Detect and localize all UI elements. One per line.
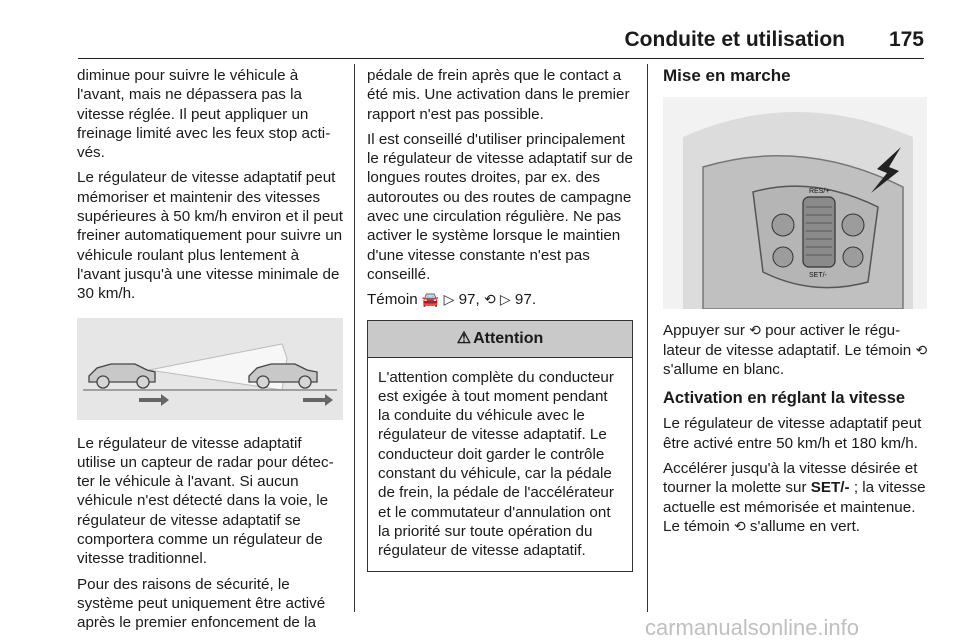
attention-box xyxy=(367,320,633,572)
res-label: RES/+ xyxy=(809,188,830,196)
chapter-title: Conduite et utilisation xyxy=(624,28,845,51)
paragraph: Le régulateur de vitesse adaptatif utilise un capteur de radar pour détecter le véhicule à l'avant. Si aucun véhicule n'est détecté dans la voie, le régulateur de vitesse adaptatif se comportera comme un régulateur de vitesse traditionnel. xyxy=(77,434,334,568)
set-label: SET/- xyxy=(809,272,827,280)
paragraph: Accélérer jusqu'à la vitesse désirée et tourner la molette sur SET/- ; la vitesse actuelle est mémorisée et maintenue. Le témoin ⟲ s'allume en vert. xyxy=(663,460,926,535)
page-header xyxy=(0,0,960,58)
car-indicator-icon: 🚘 xyxy=(421,291,440,308)
cruise-indicator-icon: ⟲ xyxy=(915,341,928,358)
radar-diagram xyxy=(77,318,343,420)
header-divider xyxy=(78,58,924,59)
warning-icon: ⚠ xyxy=(456,329,472,347)
car-rear xyxy=(89,364,155,388)
paragraph: Il est conseillé d'utiliser principalement le régulateur de vitesse adaptatif sur de longues routes droites, par ex. des autoroutes ou des routes de campagne avec une circulation régulière. Ne pas activer le système lorsque le maintien d'une vitesse constante n'est pas conseillé. xyxy=(367,130,633,283)
direction-arrow-right xyxy=(303,394,333,406)
page-ref-icon: ▷ xyxy=(499,291,511,308)
column-3 xyxy=(663,66,928,542)
column-divider-1 xyxy=(354,64,355,612)
paragraph: Le régulateur de vitesse adaptatif peut mémoriser et maintenir des vitesses supérieures à 50 km/h environ et il peut freiner automatiquement pour suivre un véhicule roulant plus lentement à l'avant jusqu'à une vitesse minimale de 30 km/h. xyxy=(77,169,343,303)
paragraph: Le régulateur de vitesse adaptatif peut être activé entre 50 km/h et 180 km/h. xyxy=(663,415,922,452)
paragraph: Pour des raisons de sécurité, le système peut uniquement être activé après le premier enfoncement de la xyxy=(77,575,326,632)
paragraph: diminue pour suivre le véhicule à l'avant, mais ne dépassera pas la vitesse réglée. Il peut appliquer un freinage limité avec les feux stop activés. xyxy=(77,67,331,162)
cruise-indicator-icon: ⟲ xyxy=(483,291,496,308)
column-divider-2 xyxy=(647,64,648,612)
watermark: carmanualsonline.info xyxy=(645,615,860,640)
page-ref-icon: ▷ xyxy=(443,291,455,308)
column-2 xyxy=(367,66,633,572)
attention-body: L'attention complète du conducteur est exigée à tout moment pendant la conduite du véhicule avec le régulateur de vitesse adaptatif. Le conducteur doit garder le contrôle constant du véhicule, car la pédale de frein, la pédale de l'accélérateur et le commutateur d'annulation ont la priorité sur toute opération du régulateur de vitesse adaptatif. xyxy=(378,368,614,560)
paragraph: pédale de frein après que le contact a été mis. Une activation dans le premier rapport n'est pas possible. xyxy=(367,67,630,123)
column-1 xyxy=(77,66,343,639)
radar-illustration xyxy=(77,318,343,420)
paragraph: Appuyer sur ⟲ pour activer le régulateur de vitesse adaptatif. Le témoin ⟲ s'allume en blanc. xyxy=(663,322,928,378)
cruise-button-icon: ⟲ xyxy=(749,322,761,339)
page-number: 175 xyxy=(888,28,924,51)
cruise-indicator-icon: ⟲ xyxy=(733,517,746,534)
section-heading: Mise en marche xyxy=(663,66,791,85)
steering-wheel-diagram xyxy=(663,97,927,309)
direction-arrow-left xyxy=(139,394,169,406)
subsection-heading: Activation en réglant la vitesse xyxy=(663,389,906,408)
steering-wheel-illustration xyxy=(663,97,927,309)
attention-header: ⚠ Attention xyxy=(368,321,632,358)
temoin-line: Témoin 🚘 ▷ 97, ⟲ ▷ 97. xyxy=(367,291,537,309)
